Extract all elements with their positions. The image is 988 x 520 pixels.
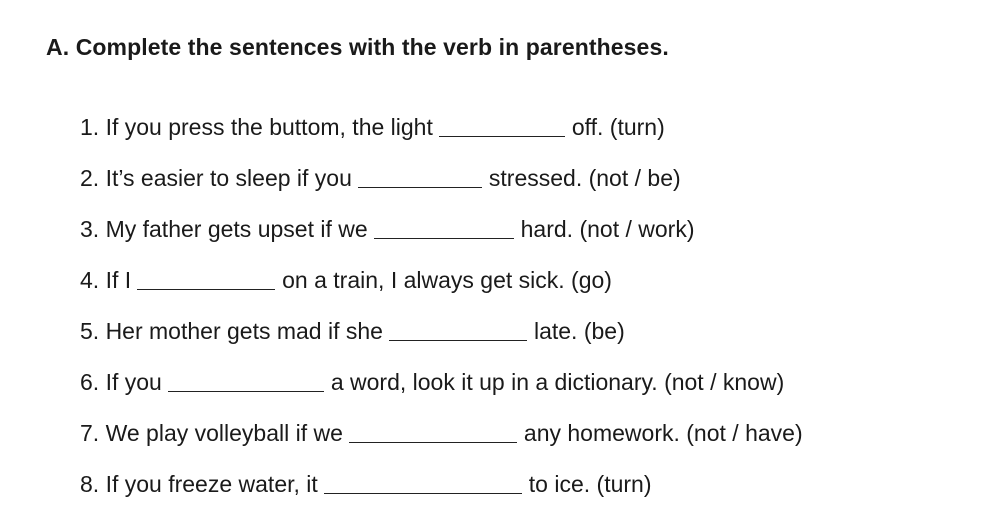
sentence-item (80, 367, 803, 418)
sentence-text-before: 1. If you press the buttom, the light (80, 114, 433, 140)
answer-blank[interactable] (389, 316, 527, 341)
sentence-text-after: to ice. (turn) (528, 471, 652, 497)
sentence-item (80, 418, 803, 469)
sentence-text-before: 8. If you freeze water, it (80, 471, 318, 497)
sentence-text-after: hard. (not / work) (520, 216, 695, 242)
sentence-item (80, 214, 803, 265)
sentence-text-before: 6. If you (80, 369, 162, 395)
sentence-item (80, 316, 803, 367)
sentence-item (80, 265, 803, 316)
sentence-text-after: a word, look it up in a dictionary. (not / know) (330, 369, 785, 395)
answer-blank[interactable] (168, 367, 324, 392)
sentence-text-after: any homework. (not / have) (523, 420, 803, 446)
answer-blank[interactable] (324, 469, 522, 494)
sentence-item (80, 112, 803, 163)
answer-blank[interactable] (358, 163, 482, 188)
sentence-text-after: on a train, I always get sick. (go) (282, 267, 612, 293)
sentence-text-after: late. (be) (533, 318, 625, 344)
sentence-text-before: 7. We play volleyball if we (80, 420, 343, 446)
sentence-text-before: 3. My father gets upset if we (80, 216, 368, 242)
sentence-list (80, 112, 803, 520)
sentence-item (80, 469, 803, 520)
answer-blank[interactable] (374, 214, 514, 239)
exercise-heading: A. Complete the sentences with the verb in parentheses. (46, 34, 669, 60)
sentence-text-before: 4. If I (80, 267, 132, 293)
answer-blank[interactable] (137, 265, 275, 290)
answer-blank[interactable] (439, 112, 565, 137)
answer-blank[interactable] (349, 418, 517, 443)
sentence-text-after: off. (turn) (571, 114, 665, 140)
sentence-text-before: 2. It’s easier to sleep if you (80, 165, 352, 191)
sentence-item (80, 163, 803, 214)
sentence-text-before: 5. Her mother gets mad if she (80, 318, 383, 344)
sentence-text-after: stressed. (not / be) (488, 165, 681, 191)
